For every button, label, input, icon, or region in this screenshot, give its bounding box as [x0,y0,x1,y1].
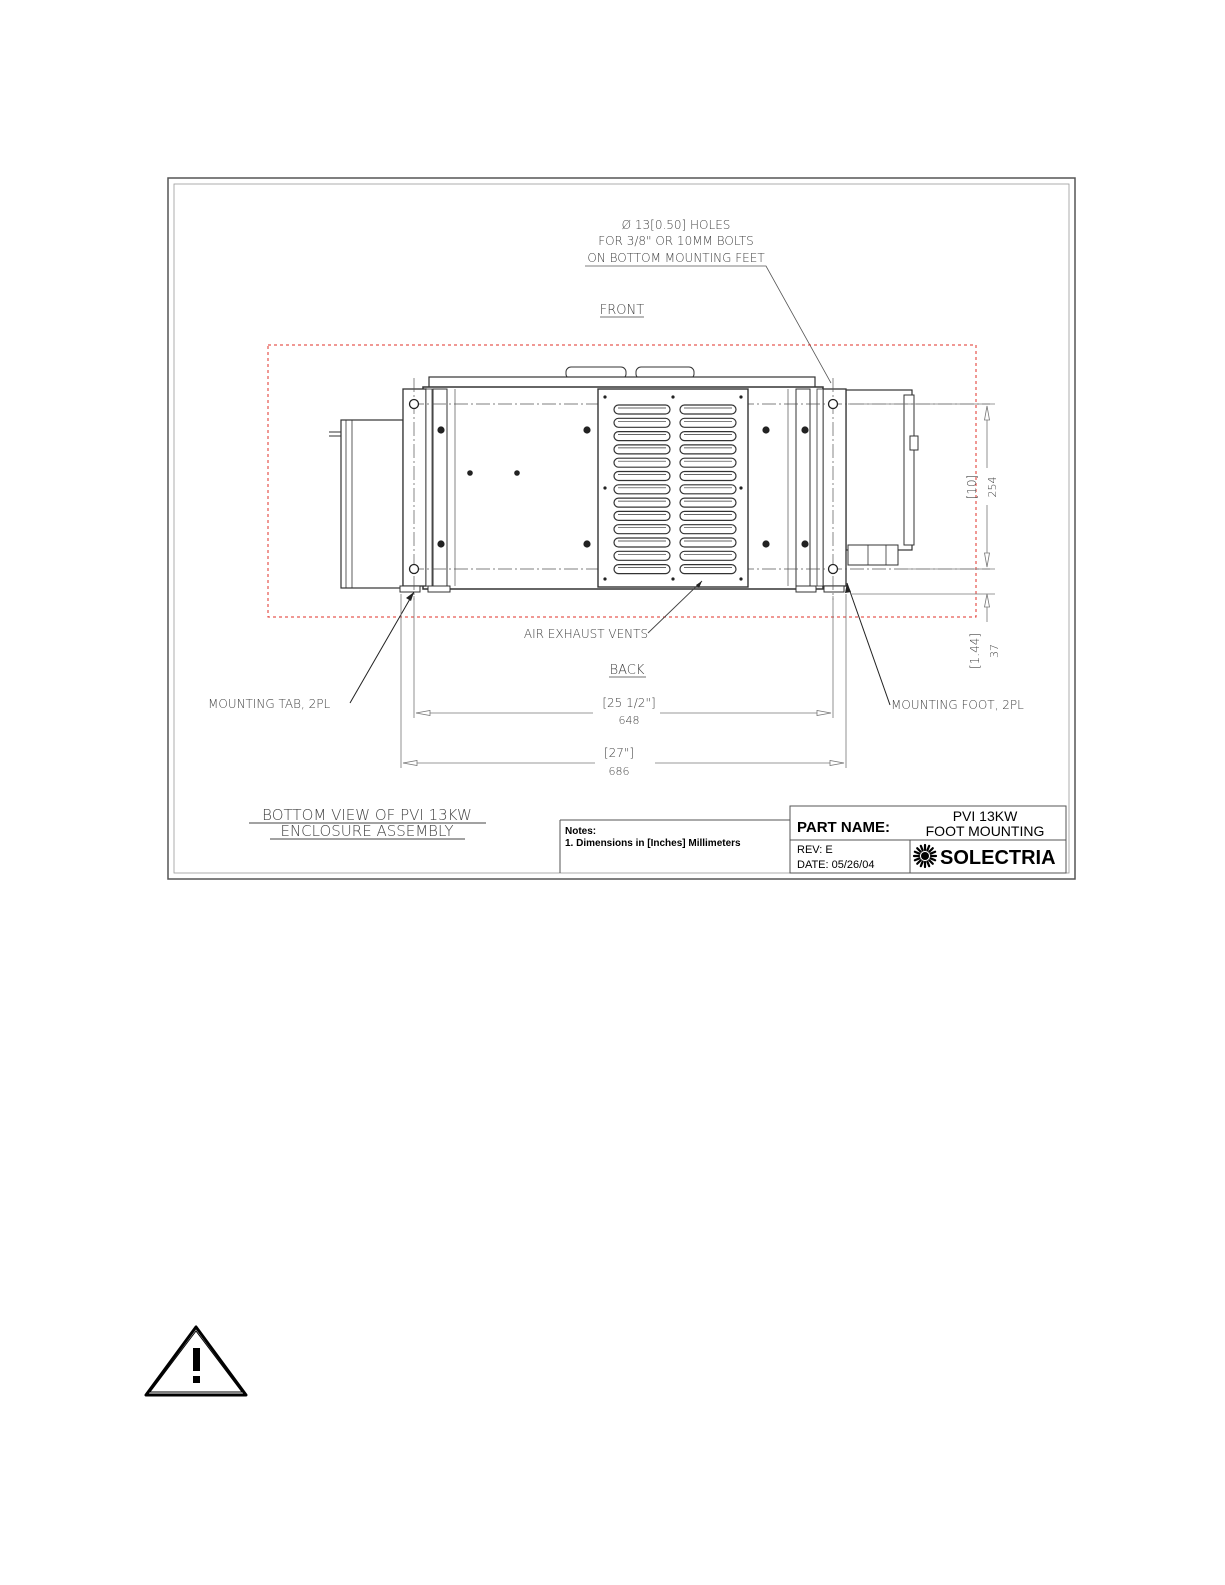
back-label: BACK [609,663,645,678]
left-module [329,420,403,588]
mounting-tab-leader [350,592,414,703]
logo-sun-ray [929,848,933,852]
dim-outer-width-inch: [27"] [603,746,635,760]
vent-louver [614,538,670,547]
solectria-logo [914,845,1056,869]
vent-louver [614,498,670,507]
dim-outer-width-mm: 686 [608,765,630,778]
logo-sun-ray [921,862,923,867]
vent-louver [680,405,736,414]
vent-louver [680,551,736,560]
vent-louver [614,485,670,494]
vent-louver [614,551,670,560]
dim-inner-width-mm: 648 [618,714,640,727]
logo-sun-ray [929,860,933,864]
vent-louver [680,511,736,520]
notes-heading: Notes: [565,826,597,837]
rev-text: REV: E [797,844,833,856]
vent-louver [680,485,736,494]
air-exhaust-label: AIR EXHAUST VENTS [523,627,649,641]
logo-sun-ray [917,848,921,852]
logo-sun-ray [931,858,936,860]
part-name-label: PART NAME: [797,819,891,836]
vent-louver [614,458,670,467]
mounting-foot-leader [847,583,890,705]
vent-louver [614,432,670,441]
vent-louver [680,418,736,427]
vent-louver [614,525,670,534]
right-module [846,390,918,565]
part-name-line-1: PVI 13KW [952,808,1018,824]
vent-louver [680,538,736,547]
logo-sun-ray [927,862,929,867]
vent-louver [680,565,736,574]
dim-inner-width-inch: [25 1/2"] [602,696,656,710]
date-text: DATE: 05/26/04 [797,859,875,871]
vent-panel [598,389,748,587]
mounting-tab-label: MOUNTING TAB, 2PL [208,697,331,711]
logo-sun-ray [915,852,920,854]
vent-louver [680,498,736,507]
vent-louver [614,418,670,427]
view-title-line-2: ENCLOSURE ASSEMBLY [280,822,454,840]
view-title-line-1: BOTTOM VIEW OF PVI 13KW [262,806,472,824]
logo-sun-ray [931,852,936,854]
mounting-tab-left [403,389,432,586]
hole-callout-line-3: ON BOTTOM MOUNTING FEET [587,251,765,265]
part-name-line-2: FOOT MOUNTING [925,823,1045,839]
front-label: FRONT [599,303,645,318]
vent-louver [680,458,736,467]
vent-louver [614,565,670,574]
mounting-foot-label: MOUNTING FOOT, 2PL [891,698,1024,712]
hole-callout-line-1: Ø 13[0.50] HOLES [621,218,731,232]
mounting-foot-right [817,389,846,586]
vent-louver [680,472,736,481]
dimension-37 [985,594,990,622]
vent-louver [614,511,670,520]
vent-louver [614,445,670,454]
vent-louver [614,405,670,414]
logo-sun-ray [927,846,929,851]
hole-callout-line-2: FOR 3/8" OR 10MM BOLTS [598,234,754,248]
warning-triangle-icon [146,1327,246,1395]
vent-louver [680,525,736,534]
notes-line: 1. Dimensions in [Inches] Millimeters [565,838,741,849]
vent-louver [680,432,736,441]
dim-hole-spacing-inch: [10] [965,474,979,500]
svg-text:SOLECTRIA: SOLECTRIA [940,847,1056,869]
vent-louver [680,445,736,454]
dim-hole-spacing-mm: 254 [986,476,999,498]
mounting-tab-arrowhead [406,592,414,601]
dim-foot-depth-mm: 37 [988,644,1001,658]
dim-foot-depth-inch: [1.44] [968,632,982,670]
vent-louver [614,472,670,481]
logo-sun-ray [915,858,920,860]
logo-sun-ray [917,860,921,864]
logo-sun-ray [921,846,923,851]
hole-callout-leader [585,266,831,383]
